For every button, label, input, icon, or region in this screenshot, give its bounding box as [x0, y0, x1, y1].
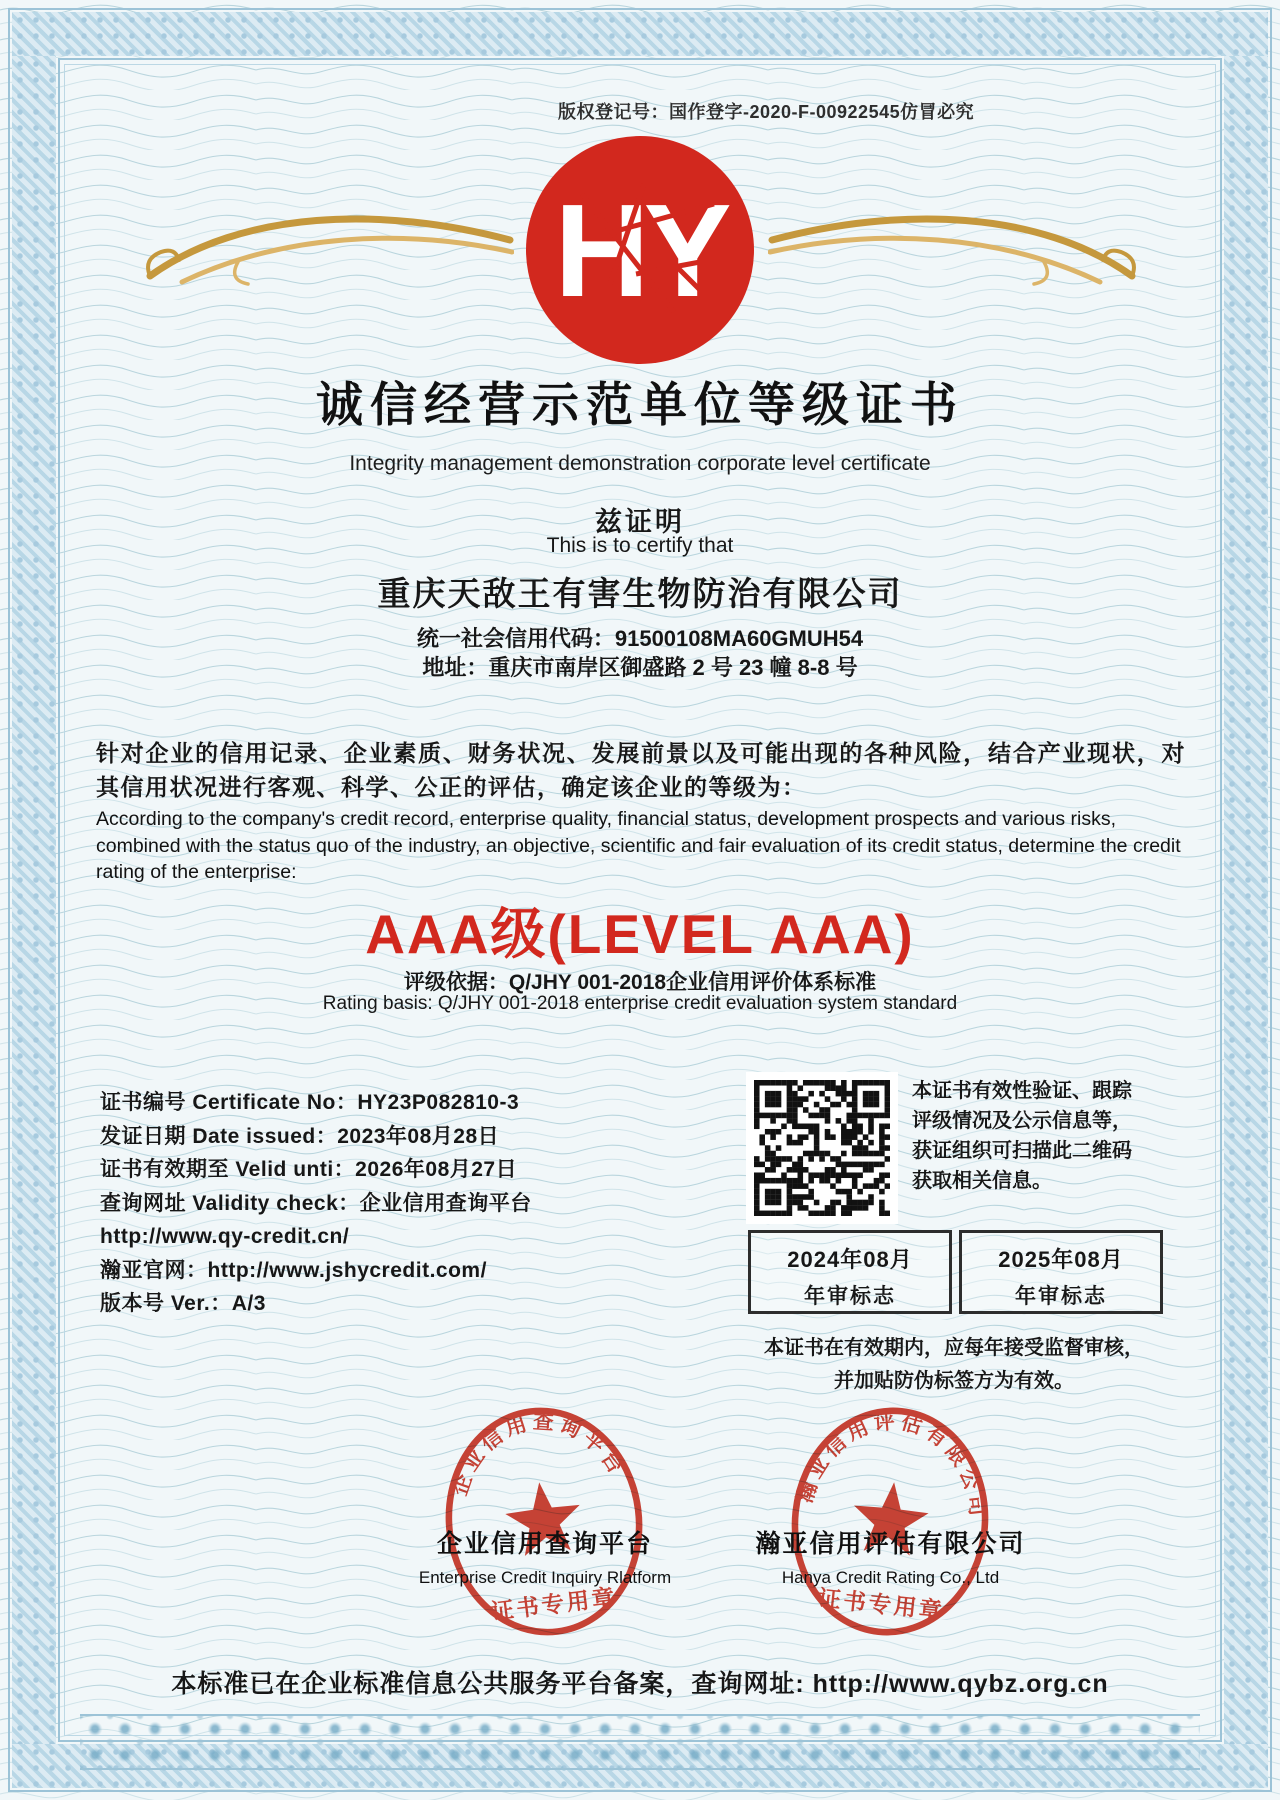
issuer-name-cn: 企业信用查询平台: [436, 1530, 653, 1558]
copyright-registration-line: 版权登记号：国作登字-2020-F-00922545仿冒必究: [558, 102, 975, 122]
footer-record-line: 本标准已在企业标准信息公共服务平台备案，查询网址: http://www.qybz.org.cn: [171, 1670, 1109, 1698]
gold-flourish-right-icon: [768, 192, 1140, 288]
bottom-ornament-strip: [80, 1714, 1200, 1770]
annual-supervision-note: [744, 1332, 1164, 1398]
certify-statement-en: This is to certify that: [546, 534, 734, 557]
svg-text:企业信用查询平台: [439, 1398, 632, 1501]
qr-scan-note: 本证书有效性验证、跟踪评级情况及公示信息等，获证组织可扫描此二维码获取相关信息。: [912, 1080, 1132, 1192]
seal-arc-text: 瀚亚信用评估有限公司: [793, 1409, 990, 1522]
evaluation-paragraph-en: According to the company's credit record, enterprise quality, financial status, development prospects and various risks, combined with the status quo of the industry, an objective, scientific and fair evaluation of its credit status, determine the credit rating of the enterprise:: [96, 808, 1181, 883]
qr-code-modules: [754, 1080, 890, 1216]
annual-review-label: 年审标志: [804, 1285, 896, 1308]
official-seal-hanya-rating: [770, 1393, 1009, 1649]
detail-inquiry-url: http://www.qy-credit.cn/: [100, 1225, 350, 1248]
detail-valid-until: 证书有效期至 Velid unti：2026年08月27日: [100, 1158, 518, 1181]
company-name: 重庆天敌王有害生物防治有限公司: [377, 575, 903, 612]
annual-review-period: 2024年08月: [787, 1247, 913, 1272]
rating-basis-cn: 评级依据：Q/JHY 001-2018企业信用评价体系标准: [403, 971, 877, 994]
certify-statement-cn: 兹证明: [595, 507, 685, 537]
seal-stamp-text: 证书专用章: [816, 1585, 946, 1624]
annual-review-period: 2025年08月: [998, 1247, 1124, 1272]
detail-version: 版本号 Ver.：A/3: [100, 1292, 266, 1315]
hy-brand-logo-icon: [524, 134, 756, 366]
annual-review-box-2025: [959, 1230, 1163, 1314]
logo-monogram: HY: [554, 177, 726, 324]
official-seal-inquiry-platform: [422, 1392, 665, 1652]
issuer-enterprise-credit-inquiry-platform: [395, 1524, 695, 1588]
annual-review-box-2024: [748, 1230, 952, 1314]
detail-validity-check: 查询网址 Validity check：企业信用查询平台: [100, 1191, 532, 1215]
annual-note-line-2: 并加贴防伪标签方为有效。: [834, 1370, 1074, 1392]
certificate-details-block: [100, 1086, 532, 1321]
detail-official-site-url: 瀚亚官网：http://www.jshycredit.com/: [100, 1258, 487, 1282]
border-band-top: [12, 12, 1268, 56]
gold-flourish-left-icon: [142, 192, 514, 288]
issuer-name-en: Enterprise Credit Inquiry Rlatform: [418, 1568, 672, 1587]
certificate-title: 诚信经营示范单位等级证书: [316, 378, 964, 431]
rating-basis-en: Rating basis: Q/JHY 001-2018 enterprise credit evaluation system standard: [322, 993, 958, 1014]
detail-date-issued: 发证日期 Date issued：2023年08月28日: [100, 1124, 500, 1148]
certificate-subtitle-en: Integrity management demonstration corporate level certificate: [349, 452, 931, 475]
detail-certificate-no: 证书编号 Certificate No：HY23P082810-3: [100, 1091, 520, 1114]
seal-stamp-text: 证书专用章: [489, 1584, 619, 1625]
seal-arc-text: 企业信用查询平台: [448, 1410, 630, 1499]
issuer-hanya-credit-rating: [728, 1524, 1053, 1588]
company-credit-code: 统一社会信用代码：91500108MA60GMUH54: [416, 626, 864, 651]
annual-note-line-1: 本证书在有效期内，应每年接受监督审核，: [764, 1337, 1144, 1359]
issuer-name-cn: 瀚亚信用评估有限公司: [755, 1530, 1026, 1558]
rating-level: AAA级(LEVEL AAA): [365, 903, 915, 965]
qr-code: [746, 1072, 898, 1224]
annual-review-label: 年审标志: [1015, 1285, 1107, 1308]
company-address: 地址：重庆市南岸区御盛路 2 号 23 幢 8-8 号: [422, 655, 858, 680]
issuer-name-en: Hanya Credit Rating Co., Ltd: [781, 1568, 1000, 1587]
evaluation-paragraph-cn: 针对企业的信用记录、企业素质、财务状况、发展前景以及可能出现的各种风险，结合产业现状，对其信用状况进行客观、科学、公正的评估，确定该企业的等级为：: [96, 740, 1186, 800]
